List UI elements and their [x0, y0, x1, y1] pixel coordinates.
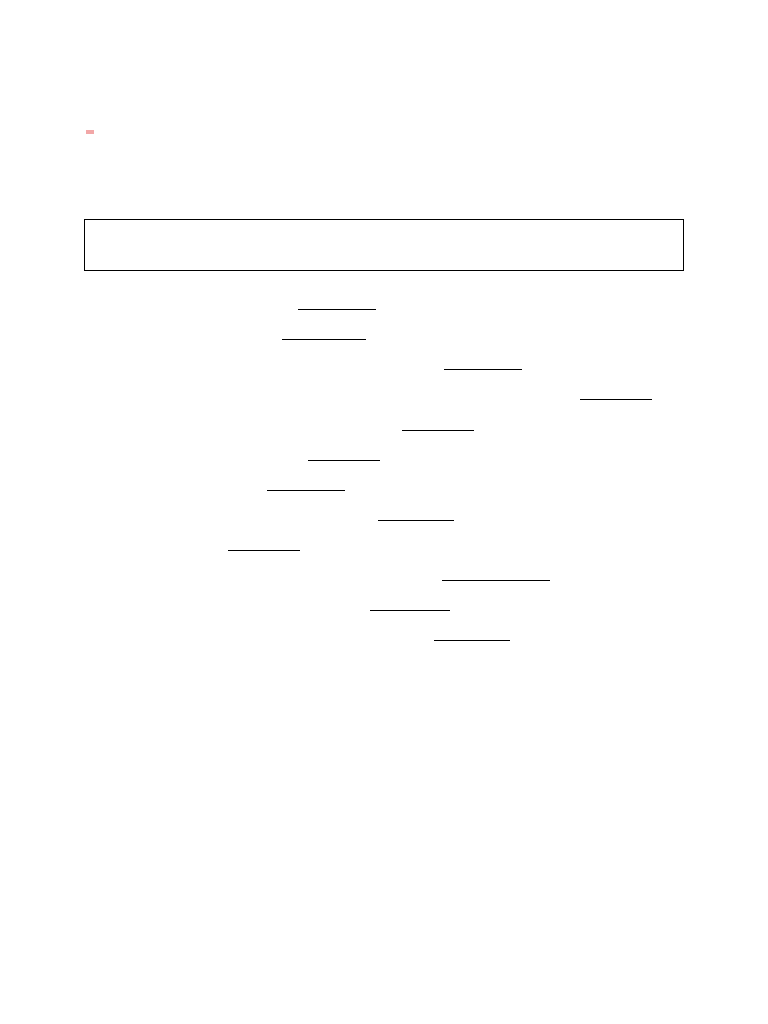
- blank-line-7: [267, 490, 345, 491]
- word-box: [84, 219, 684, 271]
- blank-line-5: [402, 430, 474, 431]
- blank-line-1: [298, 309, 376, 310]
- blank-line-10: [442, 580, 550, 581]
- booklet-heading: [86, 130, 94, 134]
- section1-instruction: [92, 171, 103, 186]
- blank-line-8: [378, 520, 454, 521]
- blank-line-3: [444, 369, 522, 370]
- blank-line-2: [282, 339, 366, 340]
- blank-line-12: [434, 640, 510, 641]
- blank-line-4: [580, 399, 652, 400]
- blank-line-11: [370, 610, 450, 611]
- blank-line-9: [228, 550, 300, 551]
- section2-instruction: [92, 662, 103, 677]
- blank-line-6: [308, 460, 380, 461]
